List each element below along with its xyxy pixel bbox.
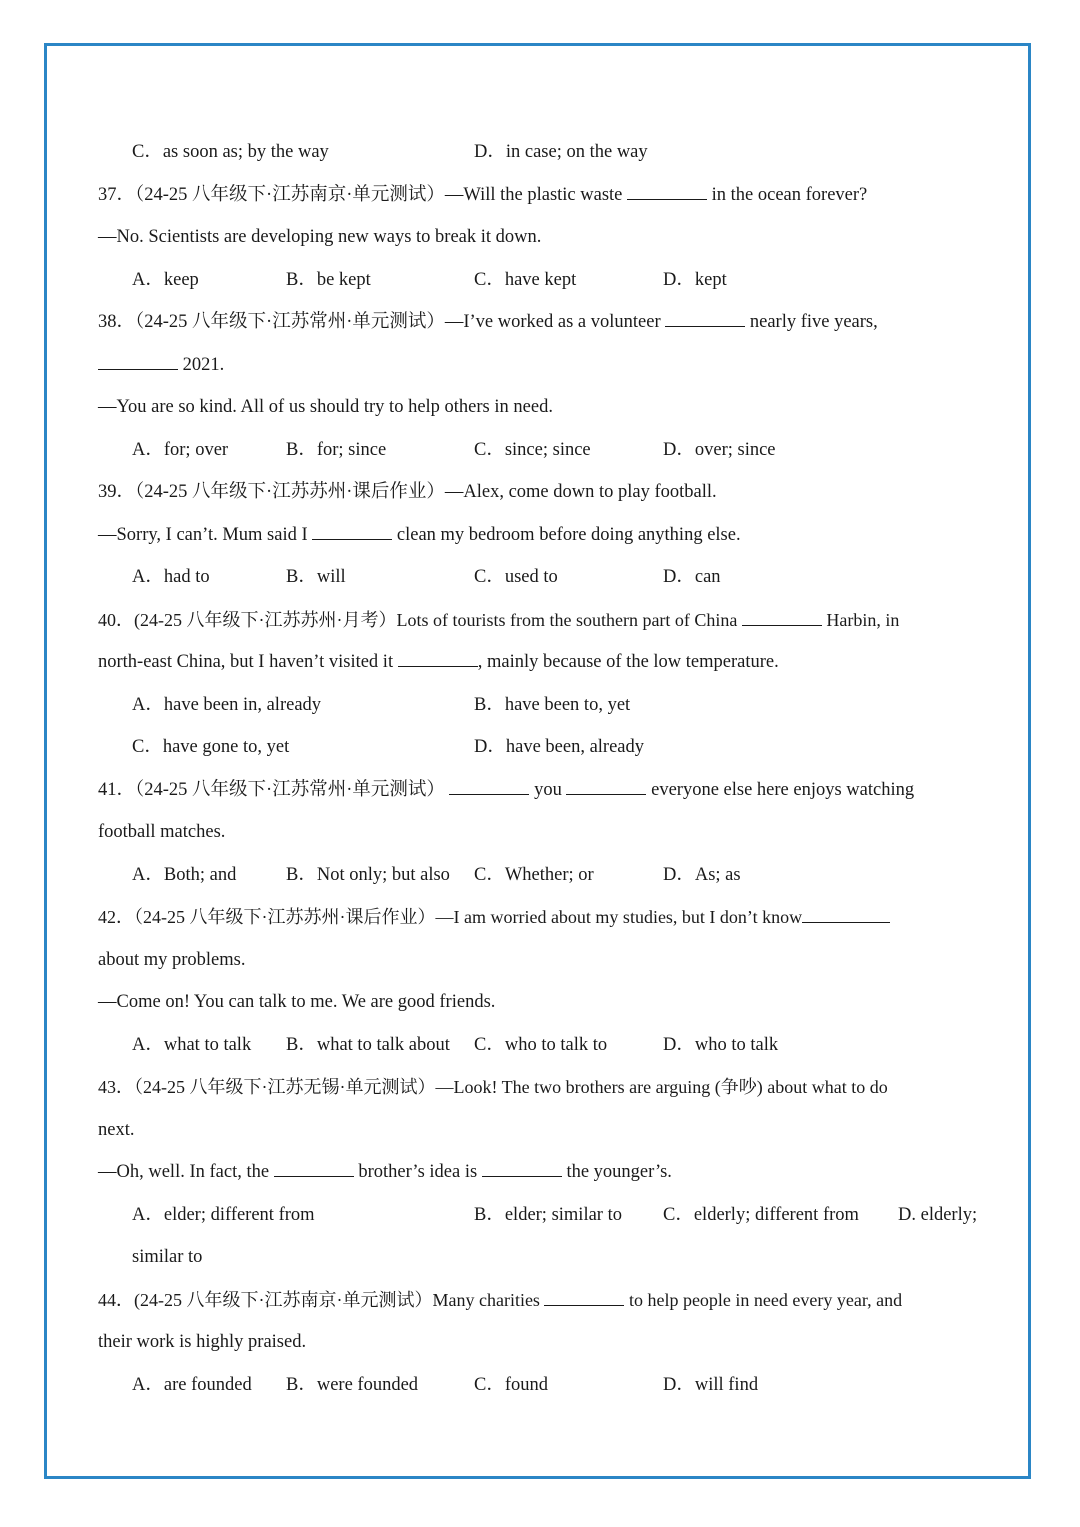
q44-option-b: B．were founded	[286, 1374, 419, 1395]
q36-option-c: C．as soon as; by the way	[132, 142, 329, 162]
q44-stem-part1: 44．(24-25 八年级下·江苏南京·单元测试）Many charities	[98, 1289, 540, 1310]
answer-blank	[665, 308, 745, 327]
q37-response: —No. Scientists are developing new ways to break it down.	[98, 227, 542, 247]
q38-stem	[98, 301, 988, 344]
q40-options-row1	[98, 684, 988, 727]
q44-option-d: D．will find	[663, 1374, 759, 1395]
q40-stem-part2: Harbin, in	[826, 609, 900, 630]
q40-option-c: C．have gone to, yet	[132, 737, 290, 757]
q38-stem-part3: 2021.	[182, 354, 225, 375]
q43-response	[98, 1151, 988, 1194]
question-list	[98, 131, 988, 1406]
q38-response: —You are so kind. All of us should try to help others in need.	[98, 397, 553, 417]
q42-options	[98, 1024, 988, 1067]
q40-stem	[98, 599, 988, 642]
q38-option-b: B．for; since	[286, 439, 387, 460]
answer-blank	[544, 1287, 624, 1306]
q43-response-part2: brother’s idea is	[358, 1162, 478, 1182]
q39-option-a: A．had to	[132, 567, 210, 587]
q36-options	[98, 131, 988, 174]
q39-response-part2: clean my bedroom before doing anything else.	[396, 524, 741, 545]
q38-option-c: C．since; since	[474, 439, 591, 460]
answer-blank	[398, 648, 478, 667]
q41-option-d: D．As; as	[663, 864, 741, 885]
q37-stem	[98, 174, 988, 217]
q44-option-c: C．found	[474, 1374, 549, 1395]
q40-option-b: B．have been to, yet	[474, 694, 631, 715]
q41-stem-part2: you	[534, 779, 562, 800]
q43-option-b: B．elder; similar to	[474, 1204, 622, 1225]
q41-stem-line2: football matches.	[98, 822, 226, 842]
q41-stem-part3: everyone else here enjoys watching	[651, 779, 915, 800]
answer-blank	[802, 904, 890, 923]
answer-blank	[627, 181, 707, 200]
q44-stem	[98, 1279, 988, 1322]
q41-stem-part1: 41．（24-25 八年级下·江苏常州·单元测试）	[98, 779, 445, 800]
q44-stem-part2: to help people in need every year, and	[628, 1289, 903, 1310]
q40-option-d: D．have been, already	[474, 737, 645, 757]
q40-stem-part1: 40．(24-25 八年级下·江苏苏州·月考）Lots of tourists from the southern part of China	[98, 609, 738, 630]
q39-option-b: B．will	[286, 567, 346, 587]
q37-option-d: D．kept	[663, 269, 727, 290]
q43-option-a: A．elder; different from	[132, 1204, 315, 1225]
q40-stem-part4: , mainly because of the low temperature.	[477, 652, 779, 672]
q44-stem-line2: their work is highly praised.	[98, 1332, 307, 1352]
q37-options	[98, 259, 988, 302]
q42-stem	[98, 896, 988, 939]
q38-option-d: D．over; since	[663, 439, 776, 460]
q39-response	[98, 514, 988, 557]
q38-stem-part1: 38．（24-25 八年级下·江苏常州·单元测试）—I’ve worked as a volunteer	[98, 312, 661, 332]
q42-option-d: D．who to talk	[663, 1034, 779, 1055]
answer-blank	[742, 607, 822, 626]
q44-option-a: A．are founded	[132, 1374, 252, 1395]
q39-stem: 39．（24-25 八年级下·江苏苏州·课后作业）—Alex, come down to play football.	[98, 482, 717, 502]
q39-options	[98, 556, 988, 599]
q40-options-row2	[98, 726, 988, 769]
q40-stem-part3: north-east China, but I haven’t visited it	[98, 652, 394, 672]
q44-options	[98, 1364, 988, 1407]
q37-stem-part2: in the ocean forever?	[711, 184, 868, 205]
q38-stem-part2: nearly five years,	[749, 312, 878, 332]
q42-response: —Come on! You can talk to me. We are good friends.	[98, 992, 496, 1012]
q41-option-b: B．Not only; but also	[286, 864, 450, 885]
q39-response-part1: —Sorry, I can’t. Mum said I	[98, 524, 308, 545]
q40-option-a: A．have been in, already	[132, 694, 322, 715]
q39-option-d: D．can	[663, 567, 721, 587]
q43-options-wrap	[98, 1236, 988, 1279]
q43-response-part3: the younger’s.	[566, 1162, 672, 1182]
q43-option-d: D. elderly;	[898, 1204, 978, 1225]
q38-option-a: A．for; over	[132, 439, 229, 460]
q41-option-a: A．Both; and	[132, 864, 237, 885]
answer-blank	[449, 776, 529, 795]
q39-option-c: C．used to	[474, 567, 558, 587]
q38-options	[98, 429, 988, 472]
answer-blank	[566, 776, 646, 795]
answer-blank	[274, 1158, 354, 1177]
q37-stem-part1: 37．（24-25 八年级下·江苏南京·单元测试）—Will the plastic waste	[98, 184, 623, 205]
q37-option-b: B．be kept	[286, 269, 371, 290]
q37-option-c: C．have kept	[474, 269, 577, 290]
q42-option-b: B．what to talk about	[286, 1034, 450, 1055]
q43-option-d-wrap: similar to	[132, 1247, 203, 1267]
q42-stem-line2: about my problems.	[98, 949, 246, 970]
answer-blank	[312, 521, 392, 540]
q42-stem-part1: 42．（24-25 八年级下·江苏苏州·课后作业）—I am worried about my studies, but I don’t know	[98, 907, 803, 927]
q37-option-a: A．keep	[132, 269, 199, 290]
answer-blank	[482, 1158, 562, 1177]
answer-blank	[98, 351, 178, 370]
q42-option-c: C．who to talk to	[474, 1034, 608, 1055]
q38-stem-line2	[98, 344, 988, 387]
q40-stem-line2	[98, 641, 988, 684]
q43-stem-line2: next.	[98, 1119, 135, 1140]
q43-option-c: C．elderly; different from	[663, 1204, 859, 1225]
q43-response-part1: —Oh, well. In fact, the	[98, 1162, 270, 1182]
q43-stem: 43．（24-25 八年级下·江苏无锡·单元测试）—Look! The two brothers are arguing (争吵) about what to do	[98, 1077, 888, 1097]
q41-options	[98, 854, 988, 897]
q41-option-c: C．Whether; or	[474, 864, 594, 885]
q36-option-d: D．in case; on the way	[474, 142, 648, 162]
q43-options	[98, 1194, 988, 1237]
q41-stem	[98, 769, 988, 812]
q42-option-a: A．what to talk	[132, 1034, 252, 1055]
